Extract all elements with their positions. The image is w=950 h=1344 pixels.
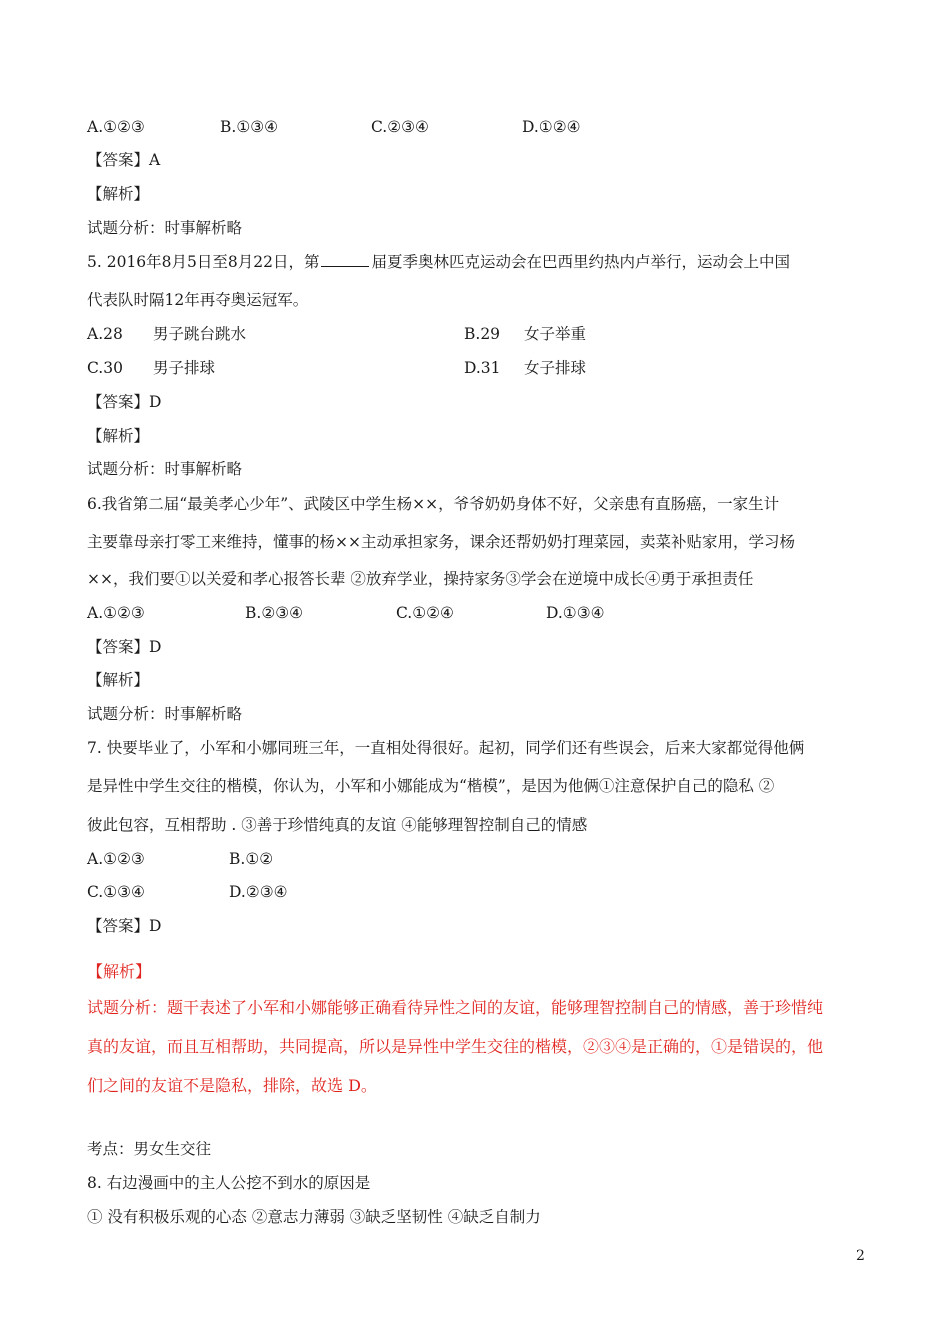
q7-analysis-line3: 们之间的友谊不是隐私，排除，故选 D。 [87, 1076, 377, 1095]
q4-answer: 【答案】A [87, 151, 161, 169]
q5-stem-part2: 届夏季奥林匹克运动会在巴西里约热内卢举行，运动会上中国 [371, 253, 790, 271]
q6-answer: 【答案】D [87, 638, 162, 656]
q6-stem-line1: 6.我省第二届“最美孝心少年”、武陵区中学生杨××，爷爷奶奶身体不好，父亲患有直肠癌，一家生计 [87, 495, 780, 513]
q5-answer: 【答案】D [87, 393, 162, 411]
q6-option-d: D.①③④ [546, 604, 605, 622]
q4-option-c: C.②③④ [371, 118, 429, 136]
q7-analysis-line2: 真的友谊，而且互相帮助，共同提高，所以是异性中学生交往的楷模，②③④是正确的，①是错误的，他 [87, 1037, 824, 1056]
q4-option-d: D.①②④ [522, 118, 581, 136]
q7-option-d: D.②③④ [229, 883, 288, 901]
q4-option-b: B.①③④ [220, 118, 279, 136]
q7-answer: 【答案】D [87, 917, 162, 935]
q6-analysis-label: 【解析】 [87, 671, 150, 689]
q5-analysis-text: 试题分析：时事解析略 [87, 460, 243, 478]
q5-option-a-text: 男子跳台跳水 [153, 325, 247, 343]
page-number: 2 [856, 1248, 865, 1264]
q5-blank [321, 252, 369, 267]
q5-option-b-text: 女子举重 [524, 325, 587, 343]
q6-stem-line3: ××，我们要①以关爱和孝心报答长辈 ②放弃学业，操持家务③学会在逆境中成长④勇于承担责任 [87, 570, 754, 588]
q6-option-b: B.②③④ [245, 604, 304, 622]
q7-stem-line1: 7. 快要毕业了，小军和小娜同班三年，一直相处得很好。起初，同学们还有些误会，后来大家都觉得他俩 [87, 739, 805, 757]
q4-option-a: A.①②③ [87, 118, 145, 136]
q5-stem-line2: 代表队时隔12年再夺奥运冠军。 [87, 291, 309, 309]
q5-option-b-letter: B.29 [464, 325, 501, 343]
q7-analysis-line1: 试题分析：题干表述了小军和小娜能够正确看待异性之间的友谊，能够理智控制自己的情感，善于珍惜纯 [87, 998, 824, 1017]
q6-analysis-text: 试题分析：时事解析略 [87, 705, 243, 723]
q4-analysis-text: 试题分析：时事解析略 [87, 219, 243, 237]
q7-point: 考点：男女生交往 [87, 1140, 212, 1158]
q5-option-a-letter: A.28 [87, 325, 123, 343]
q7-stem-line2: 是异性中学生交往的楷模，你认为，小军和小娜能成为“楷模”，是因为他俩①注意保护自己的隐私 ② [87, 777, 775, 795]
q5-analysis-label: 【解析】 [87, 427, 150, 445]
q6-option-a: A.①②③ [87, 604, 145, 622]
q6-option-c: C.①②④ [396, 604, 454, 622]
q7-analysis-label: 【解析】 [87, 962, 152, 981]
q5-option-c-text: 男子排球 [153, 359, 216, 377]
q7-option-c: C.①③④ [87, 883, 145, 901]
q5-option-c-letter: C.30 [87, 359, 123, 377]
q8-stem: 8. 右边漫画中的主人公挖不到水的原因是 [87, 1174, 371, 1192]
q4-analysis-label: 【解析】 [87, 185, 150, 203]
q5-stem-part1: 5. 2016年8月5日至8月22日，第 [87, 253, 320, 271]
q5-option-d-letter: D.31 [464, 359, 501, 377]
q6-stem-line2: 主要靠母亲打零工来维持，懂事的杨××主动承担家务，课余还帮奶奶打理菜园，卖菜补贴家用，学习杨 [87, 533, 795, 551]
q5-option-d-text: 女子排球 [524, 359, 587, 377]
q7-option-a: A.①②③ [87, 850, 145, 868]
q7-option-b: B.①② [229, 850, 274, 868]
q5-stem-line1 [87, 252, 790, 272]
q7-stem-line3: 彼此包容，互相帮助 . ③善于珍惜纯真的友谊 ④能够理智控制自己的情感 [87, 816, 588, 834]
q8-options-line: ① 没有积极乐观的心态 ②意志力薄弱 ③缺乏坚韧性 ④缺乏自制力 [87, 1208, 541, 1226]
